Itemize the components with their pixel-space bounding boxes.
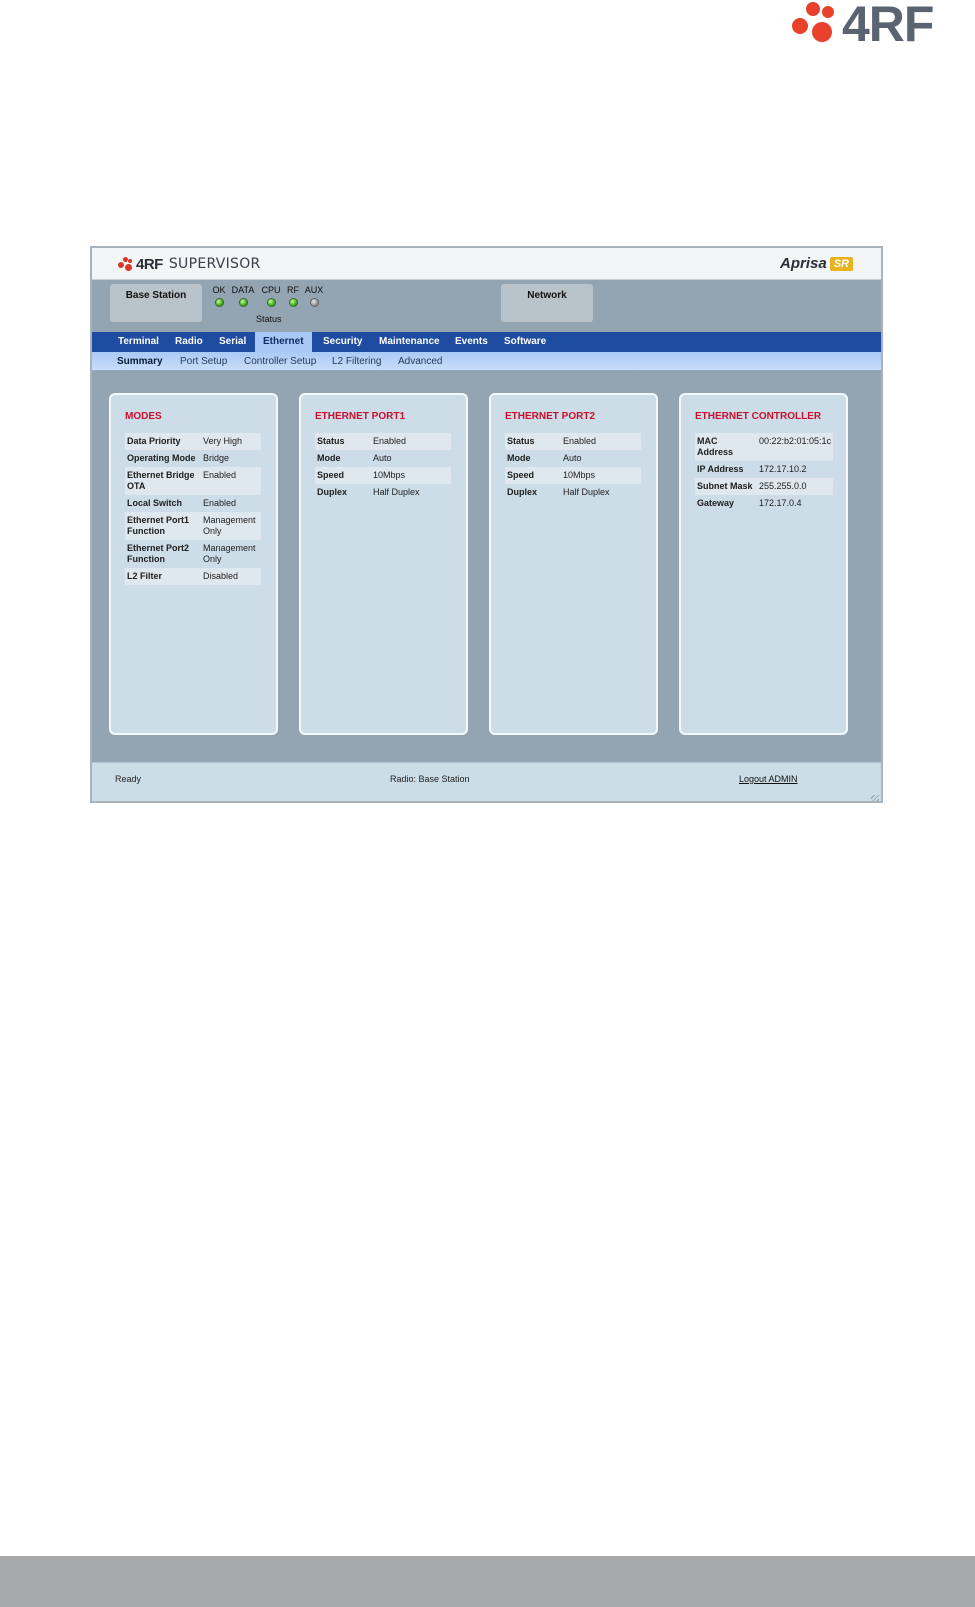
field-value: 00:22:b2:01:05:1c bbox=[757, 433, 833, 461]
field-value: Management Only bbox=[201, 512, 261, 540]
field-value: 172.17.0.4 bbox=[758, 498, 802, 508]
subtab-l2-filtering[interactable]: L2 Filtering bbox=[332, 356, 382, 367]
product-logo bbox=[780, 255, 853, 272]
table-row bbox=[315, 450, 451, 467]
field-label: Status bbox=[315, 433, 371, 450]
ethernet-port2-panel bbox=[489, 393, 658, 735]
panel-title: ETHERNET PORT2 bbox=[505, 411, 596, 422]
table-row bbox=[695, 433, 833, 461]
station-button[interactable]: Base Station bbox=[110, 284, 202, 322]
controller-table bbox=[695, 433, 833, 512]
app-header bbox=[92, 248, 881, 280]
app-logo bbox=[118, 255, 261, 273]
field-value: Bridge bbox=[203, 453, 230, 463]
tab-events[interactable]: Events bbox=[455, 336, 488, 347]
supervisor-window bbox=[90, 246, 883, 803]
field-value: Half Duplex bbox=[563, 487, 610, 497]
field-label: L2 Filter bbox=[125, 568, 201, 585]
ethernet-port1-panel bbox=[299, 393, 468, 735]
field-label: Gateway bbox=[697, 498, 735, 508]
led-label: CPU bbox=[261, 285, 281, 295]
status-radio: Radio: Base Station bbox=[390, 774, 470, 784]
company-logo-text: 4RF bbox=[842, 0, 934, 52]
field-value: Enabled bbox=[201, 467, 261, 495]
led-off-icon bbox=[310, 298, 319, 307]
led-cpu bbox=[261, 285, 281, 307]
subtab-advanced[interactable]: Advanced bbox=[398, 356, 443, 367]
app-logo-dots-icon bbox=[118, 257, 132, 271]
field-label: Ethernet Port2 Function bbox=[127, 543, 190, 564]
field-value: Enabled bbox=[371, 433, 451, 450]
field-value: 255.255.0.0 bbox=[757, 478, 833, 495]
ethernet-controller-panel bbox=[679, 393, 848, 735]
table-row bbox=[125, 540, 261, 568]
status-ready: Ready bbox=[115, 774, 142, 784]
tab-serial[interactable]: Serial bbox=[219, 336, 247, 347]
table-row bbox=[505, 467, 641, 484]
main-nav bbox=[92, 332, 881, 352]
field-value: Disabled bbox=[201, 568, 261, 585]
table-row bbox=[505, 433, 641, 450]
table-row bbox=[505, 450, 641, 467]
table-row bbox=[125, 512, 261, 540]
field-value: Auto bbox=[563, 453, 582, 463]
field-value: Auto bbox=[373, 453, 392, 463]
table-row bbox=[315, 433, 451, 450]
field-label: Speed bbox=[505, 467, 561, 484]
product-name: Aprisa bbox=[780, 255, 827, 272]
status-caption: Status bbox=[256, 314, 282, 324]
port2-table bbox=[505, 433, 641, 501]
field-value: 10Mbps bbox=[371, 467, 451, 484]
panel-title: ETHERNET PORT1 bbox=[315, 411, 406, 422]
subtab-controller-setup[interactable]: Controller Setup bbox=[244, 356, 317, 367]
logo-dots-icon bbox=[792, 2, 840, 50]
led-ok bbox=[212, 285, 226, 307]
field-label: MAC Address bbox=[695, 433, 757, 461]
led-label: OK bbox=[212, 285, 226, 295]
sub-nav bbox=[92, 352, 881, 371]
table-row bbox=[315, 484, 451, 501]
logout-link[interactable]: Logout ADMIN bbox=[739, 774, 798, 784]
led-green-icon bbox=[267, 298, 276, 307]
modes-table bbox=[125, 433, 261, 585]
table-row bbox=[125, 450, 261, 467]
field-label: Operating Mode bbox=[127, 453, 196, 463]
table-row bbox=[505, 484, 641, 501]
led-green-icon bbox=[215, 298, 224, 307]
field-label: Subnet Mask bbox=[695, 478, 757, 495]
modes-panel bbox=[109, 393, 278, 735]
field-label: Ethernet Port1 Function bbox=[125, 512, 201, 540]
table-row bbox=[315, 467, 451, 484]
status-bar bbox=[92, 762, 881, 803]
led-green-icon bbox=[239, 298, 248, 307]
table-row bbox=[125, 467, 261, 495]
tab-software[interactable]: Software bbox=[504, 336, 547, 347]
led-aux bbox=[304, 285, 324, 307]
tab-maintenance[interactable]: Maintenance bbox=[379, 336, 440, 347]
field-value: Enabled bbox=[561, 433, 641, 450]
page-footer-bar bbox=[0, 1556, 975, 1607]
panel-title: ETHERNET CONTROLLER bbox=[695, 411, 822, 422]
field-label: Ethernet Bridge OTA bbox=[125, 467, 201, 495]
table-row bbox=[125, 433, 261, 450]
tab-terminal[interactable]: Terminal bbox=[118, 336, 159, 347]
led-green-icon bbox=[289, 298, 298, 307]
subtab-summary[interactable]: Summary bbox=[117, 356, 163, 367]
company-logo bbox=[792, 2, 967, 50]
table-row bbox=[125, 495, 261, 512]
field-label: Local Switch bbox=[127, 498, 183, 508]
led-data bbox=[231, 285, 255, 307]
tab-security[interactable]: Security bbox=[323, 336, 363, 347]
table-row bbox=[695, 478, 833, 495]
field-label: Mode bbox=[507, 453, 531, 463]
field-value: 172.17.10.2 bbox=[758, 464, 807, 474]
field-value: Enabled bbox=[203, 498, 237, 508]
resize-grip-icon[interactable] bbox=[871, 795, 879, 803]
tab-ethernet[interactable]: Ethernet bbox=[255, 332, 312, 352]
app-logo-text: 4RF bbox=[136, 255, 163, 273]
panel-title: MODES bbox=[125, 411, 162, 422]
network-button[interactable]: Network bbox=[501, 284, 593, 322]
tab-radio[interactable]: Radio bbox=[175, 336, 203, 347]
table-row bbox=[695, 495, 833, 512]
field-label: Speed bbox=[315, 467, 371, 484]
field-value: Management Only bbox=[203, 543, 256, 564]
field-label: Data Priority bbox=[125, 433, 201, 450]
led-rf bbox=[286, 285, 300, 307]
field-value: Very High bbox=[201, 433, 261, 450]
field-label: IP Address bbox=[697, 464, 744, 474]
table-row bbox=[695, 461, 833, 478]
field-label: Status bbox=[505, 433, 561, 450]
table-row bbox=[125, 568, 261, 585]
led-label: DATA bbox=[231, 285, 255, 295]
field-label: Mode bbox=[317, 453, 341, 463]
led-label: RF bbox=[287, 285, 299, 295]
subtab-port-setup[interactable]: Port Setup bbox=[180, 356, 228, 367]
led-label: AUX bbox=[304, 285, 324, 295]
field-value: Half Duplex bbox=[373, 487, 420, 497]
app-logo-supervisor: SUPERVISOR bbox=[168, 256, 261, 272]
field-label: Duplex bbox=[317, 487, 348, 497]
port1-table bbox=[315, 433, 451, 501]
product-badge: SR bbox=[830, 257, 853, 271]
field-value: 10Mbps bbox=[561, 467, 641, 484]
field-label: Duplex bbox=[507, 487, 538, 497]
status-area bbox=[92, 281, 881, 332]
